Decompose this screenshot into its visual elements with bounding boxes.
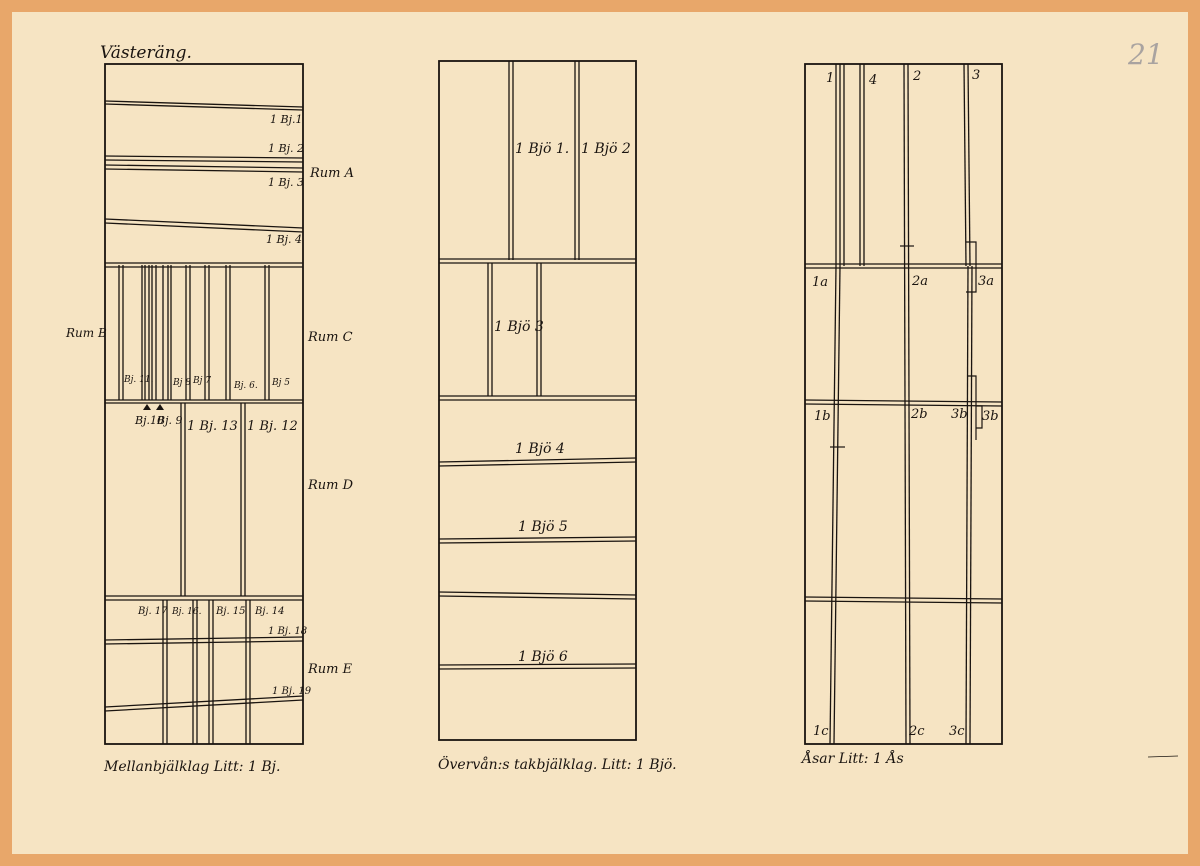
purlin-label: 2a bbox=[912, 274, 929, 289]
purlin-label: 4 bbox=[869, 73, 878, 88]
beam-label: Bj 8 bbox=[173, 378, 191, 388]
sheet-title: Västeräng. bbox=[100, 43, 192, 63]
page-number: 21 bbox=[1128, 38, 1164, 71]
purlin-label: 3a bbox=[978, 274, 995, 289]
drawing-caption: Övervån:s takbjälklag. Litt: 1 Bjö. bbox=[438, 757, 677, 773]
room-label: Rum A bbox=[310, 166, 355, 181]
beam-label: Bj 5 bbox=[272, 378, 290, 388]
beam-label: Bj 7 bbox=[193, 376, 211, 386]
beam-label: 1 Bj. 4 bbox=[266, 233, 302, 246]
beam-label: 1 Bj. 18 bbox=[268, 626, 308, 637]
beam-label: 1 Bj. 12 bbox=[247, 419, 298, 434]
beam-label: 1 Bjö 2 bbox=[581, 141, 631, 157]
purlin-label: 3b bbox=[982, 409, 999, 424]
purlin-label: 1c bbox=[813, 724, 829, 739]
room-label: Rum B bbox=[66, 326, 107, 340]
purlin-label: 1a bbox=[812, 275, 829, 290]
drawing-caption: Åsar Litt: 1 Ås bbox=[802, 751, 904, 767]
beam-label: Bj. 14 bbox=[255, 606, 285, 617]
beam-label: 1 Bjö 5 bbox=[518, 519, 568, 535]
beam-label: 1 Bjö 3 bbox=[494, 319, 544, 335]
purlin-label: 3c bbox=[949, 724, 965, 739]
beam-label: 1 Bj. 3 bbox=[268, 176, 304, 189]
beam-label: 1 Bj.1 bbox=[270, 113, 303, 126]
beam-label: Bj. 16. bbox=[172, 607, 202, 617]
beam-label: Bj. 6. bbox=[234, 381, 258, 391]
beam-label: 1 Bj. 13 bbox=[187, 419, 238, 434]
beam-label: Bj. 9 bbox=[157, 414, 183, 427]
purlin-label: 2 bbox=[913, 69, 922, 84]
beam-label: 1 Bjö 6 bbox=[518, 649, 568, 665]
beam-label: 1 Bjö 1. bbox=[515, 141, 570, 157]
beam-label: 1 Bj. 19 bbox=[272, 686, 312, 697]
beam-label: 1 Bj. 2 bbox=[268, 142, 304, 155]
purlin-label: 3b bbox=[951, 407, 968, 422]
purlin-label: 2c bbox=[909, 724, 925, 739]
purlin-label: 3 bbox=[972, 68, 981, 83]
room-label: Rum C bbox=[308, 330, 353, 345]
room-label: Rum D bbox=[308, 478, 354, 493]
beam-label: Bj. 11. bbox=[124, 375, 154, 385]
beam-label: Bj. 15 bbox=[216, 606, 246, 617]
room-label: Rum E bbox=[308, 662, 353, 677]
beam-label: Bj.10 bbox=[135, 414, 164, 427]
beam-label: 1 Bjö 4 bbox=[515, 441, 565, 457]
purlin-label: 1b bbox=[814, 409, 831, 424]
purlin-label: 1 bbox=[826, 71, 835, 86]
drawing-caption: Mellanbjälklag Litt: 1 Bj. bbox=[104, 759, 281, 775]
beam-label: Bj. 17 bbox=[138, 606, 168, 617]
purlin-label: 2b bbox=[911, 407, 928, 422]
